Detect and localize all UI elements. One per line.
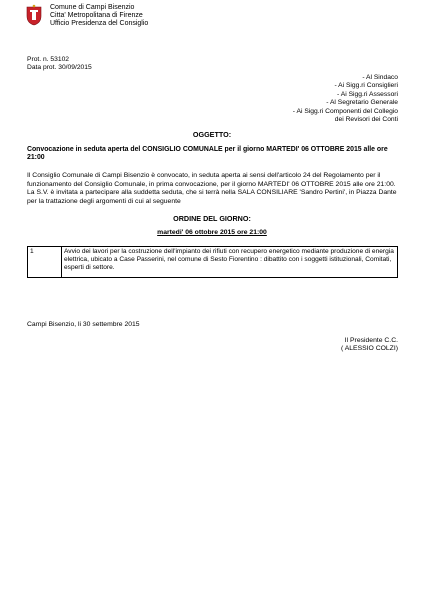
protocol-date: Data prot. 30/09/2015 (27, 63, 92, 71)
recipient-item: - Ai Sigg.ri Componenti del Collegio (292, 107, 398, 115)
recipient-item: - Ai Sigg.ri Assessori (337, 90, 398, 98)
municipal-crest-icon (25, 4, 43, 26)
recipient-item: dei Revisori dei Conti (334, 116, 398, 124)
place-date: Campi Bisenzio, li 30 settembre 2015 (27, 321, 140, 328)
signer-role: Il Presidente C.C. (344, 337, 398, 344)
recipient-item: - Ai Sigg.ri Consiglieri (334, 82, 398, 90)
issuer-office: Ufficio Presidenza del Consiglio (50, 19, 149, 27)
agenda-heading: ORDINE DEL GIORNO: (173, 214, 251, 223)
signature-block (341, 337, 398, 354)
recipient-item: - Al Sindaco (362, 74, 398, 81)
agenda-date: martedi' 06 ottobre 2015 ore 21:00 (157, 229, 267, 236)
convocation-title: Convocazione in seduta aperta del CONSIGLIO COMUNALE per il giorno MARTEDI' 06 OTTOBRE 2015 alle ore 21:00 (27, 146, 388, 162)
issuer-name: Comune di Campi Bisenzio (50, 4, 135, 11)
recipient-item: - Al Segretario Generale (326, 99, 398, 107)
agenda-table (27, 246, 398, 278)
issuer-header (50, 4, 148, 27)
issuer-metro: Citta' Metropolitana di Firenze (50, 11, 143, 19)
signer-name: ( ALESSIO COLZI) (340, 345, 398, 353)
protocol-block (27, 56, 92, 71)
convocation-body: Il Consiglio Comunale di Campi Bisenzio è convocato, in seduta aperta ai sensi dell'articolo 24 del Regolamento per il funzionamento del Consiglio Comunale, in prima convocazione, per il giorno MARTEDI' 06 OTTOBRE 2015 alle ore 21:00. La S.V. è invitata a partecipare alla suddetta seduta, che si terrà nella SALA CONSILIARE 'Sandro Pertini', in Piazza Dante per la trattazione degli argomenti di cui al seguente (27, 172, 397, 205)
protocol-number: Prot. n. 53102 (27, 56, 70, 63)
subject-heading: OGGETTO: (192, 130, 232, 139)
agenda-item-text: Avvio dei lavori per la costruzione dell'impianto dei rifiuti con recupero energetico mediante produzione di energia elettrica, ubicato a Case Passerini, nel comune di Sesto Fiorentino : dibattito con i soggetti istituzionali, Comitati, esperti di settore. (64, 248, 394, 272)
recipients-list (293, 74, 398, 124)
agenda-item-number: 1 (28, 247, 62, 277)
